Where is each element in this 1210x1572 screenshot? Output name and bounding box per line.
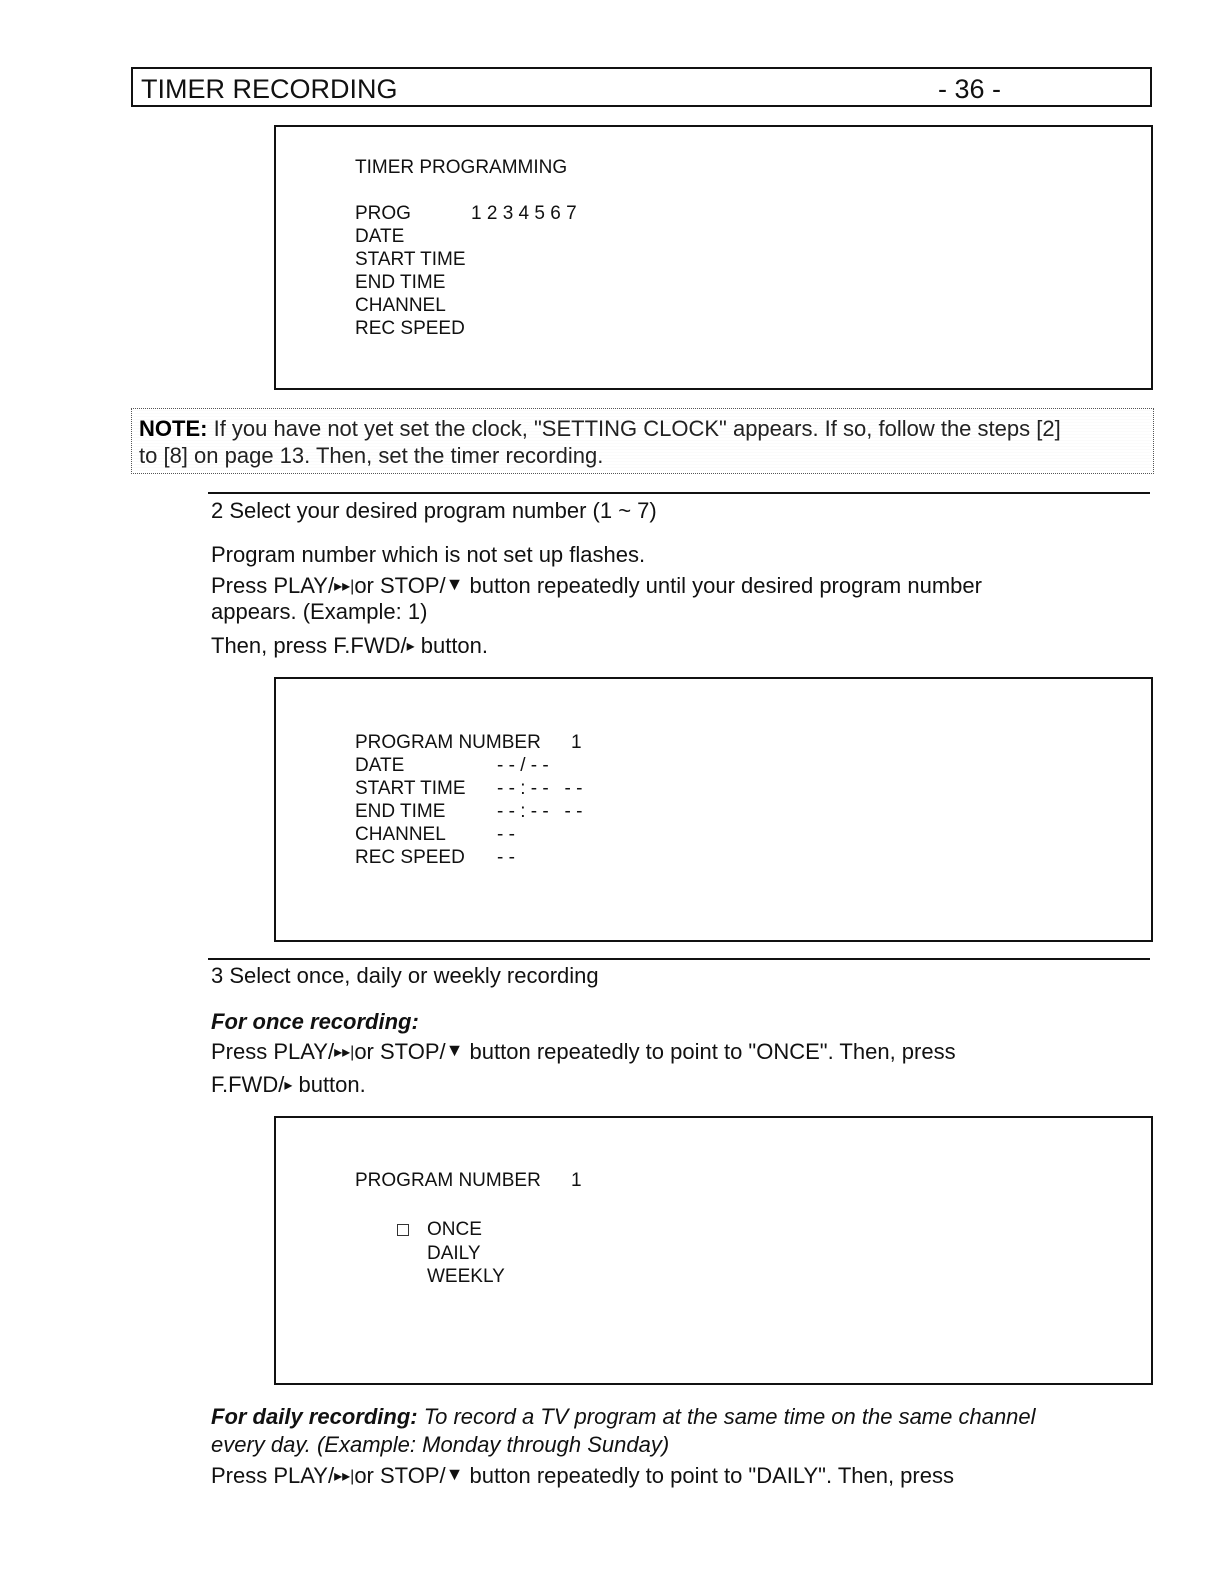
stop-icon: ▼	[445, 574, 464, 594]
text: or STOP/	[354, 573, 446, 598]
option-once: ONCE	[427, 1219, 482, 1240]
daily-line-3	[211, 1460, 954, 1491]
divider	[208, 958, 1150, 960]
row-value: - - : - - - -	[497, 778, 583, 799]
daily-desc-2: every day. (Example: Monday through Sunday)	[211, 1432, 670, 1457]
text: Then, press F.FWD/	[211, 633, 407, 658]
row-value: - -	[497, 847, 515, 868]
text: Press PLAY/	[211, 573, 335, 598]
daily-heading: For daily recording:	[211, 1404, 418, 1429]
program-value: 1	[571, 1170, 582, 1191]
program-label: PROGRAM NUMBER	[355, 1170, 541, 1191]
row-label: REC SPEED	[355, 847, 465, 868]
row-label: PROGRAM NUMBER	[355, 732, 541, 753]
text: Press PLAY/	[211, 1039, 335, 1064]
step-3-heading: 3 Select once, daily or weekly recording	[211, 963, 599, 988]
text: Press PLAY/	[211, 1463, 335, 1488]
section-title: TIMER RECORDING	[141, 74, 398, 104]
play-icon: ▸▸|	[334, 1468, 355, 1485]
text: F.FWD/	[211, 1072, 285, 1097]
screen-recording-mode	[274, 1116, 1153, 1385]
prog-numbers: 1 2 3 4 5 6 7	[471, 203, 577, 224]
daily-desc-1: To record a TV program at the same time on the same channel	[417, 1404, 1036, 1429]
note-label: NOTE:	[139, 416, 208, 441]
row-value: 1	[571, 732, 582, 753]
stop-icon: ▼	[445, 1464, 464, 1484]
text: or STOP/	[354, 1039, 446, 1064]
play-icon: ▸▸|	[334, 578, 355, 595]
text: button repeatedly to point to "ONCE". Then, press	[463, 1039, 956, 1064]
once-line-1	[211, 1036, 956, 1067]
step-2-heading: 2 Select your desired program number (1 ~ 7)	[211, 498, 657, 523]
row-label: END TIME	[355, 801, 446, 822]
row-end-time: END TIME	[355, 272, 446, 293]
row-value: - - / - -	[497, 755, 549, 776]
step-2-line-2	[211, 570, 982, 601]
row-label: START TIME	[355, 778, 466, 799]
row-value: - -	[497, 824, 515, 845]
stop-icon: ▼	[445, 1040, 464, 1060]
screen-title: TIMER PROGRAMMING	[355, 157, 568, 178]
once-line-2	[211, 1071, 366, 1100]
step-2-line-1: Program number which is not set up flashes.	[211, 542, 646, 567]
text: or STOP/	[354, 1463, 446, 1488]
row-date: DATE	[355, 226, 405, 247]
row-channel: CHANNEL	[355, 295, 446, 316]
step-2-line-4	[211, 632, 488, 661]
row-value: - - : - - - -	[497, 801, 583, 822]
ffwd-icon: ▸	[284, 1077, 293, 1094]
option-weekly: WEEKLY	[427, 1266, 505, 1287]
text: button.	[414, 633, 489, 658]
selection-checkbox-icon	[397, 1224, 409, 1236]
text: button repeatedly to point to "DAILY". Then, press	[463, 1463, 954, 1488]
note-text	[139, 415, 1147, 469]
play-icon: ▸▸|	[334, 1044, 355, 1061]
once-heading: For once recording:	[211, 1009, 419, 1034]
daily-line-1	[211, 1403, 1036, 1431]
row-rec-speed: REC SPEED	[355, 318, 465, 339]
row-label: CHANNEL	[355, 824, 446, 845]
page-number: - 36 -	[938, 74, 1002, 104]
page-header	[131, 67, 1152, 107]
row-start-time: START TIME	[355, 249, 466, 270]
note-line-1: If you have not yet set the clock, "SETTING CLOCK" appears. If so, follow the steps [2]	[213, 416, 1061, 441]
divider	[208, 492, 1150, 494]
step-2-line-3: appears. (Example: 1)	[211, 599, 428, 624]
screen-program-number	[274, 677, 1153, 942]
text: button repeatedly until your desired program number	[463, 573, 982, 598]
note-box	[131, 408, 1154, 474]
text: button.	[292, 1072, 366, 1097]
screen-timer-programming	[274, 125, 1153, 390]
ffwd-icon: ▸	[406, 638, 415, 655]
row-label: DATE	[355, 755, 405, 776]
note-line-2: to [8] on page 13. Then, set the timer recording.	[139, 443, 604, 468]
prog-label: PROG	[355, 203, 411, 224]
option-daily: DAILY	[427, 1243, 481, 1264]
